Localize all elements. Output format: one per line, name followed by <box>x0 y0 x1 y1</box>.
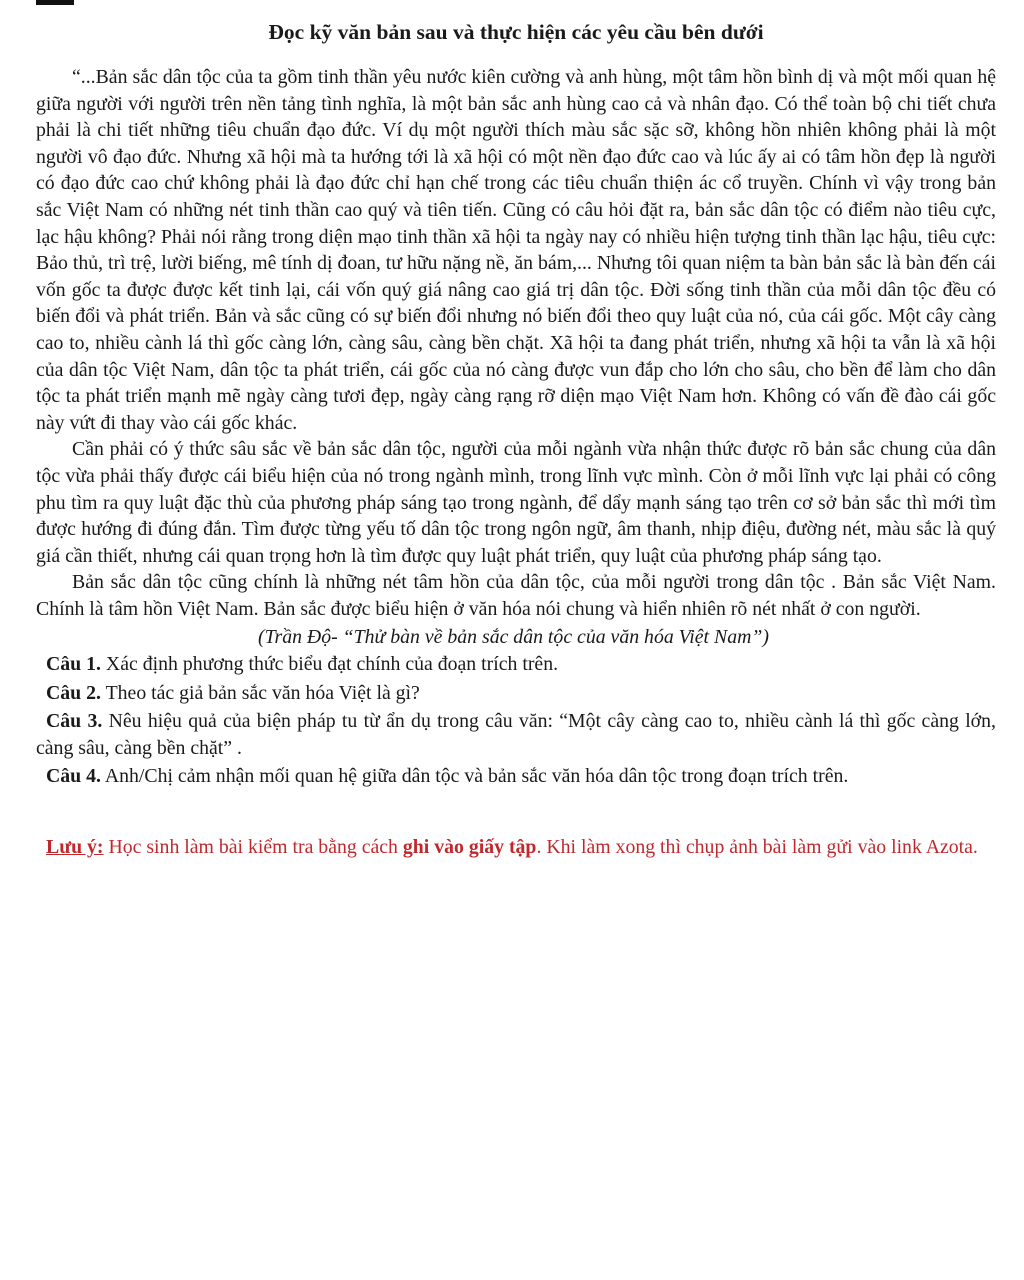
question-item <box>36 680 996 707</box>
note-emphasis: ghi vào giấy tập <box>402 836 537 859</box>
question-item <box>36 651 996 678</box>
question-item <box>36 763 996 790</box>
passage-paragraph-2: Cần phải có ý thức sâu sắc về bản sắc dân tộc, người của mỗi ngành vừa nhận thức được rõ bản sắc chung của dân tộc vừa phải thấy được cái biểu hiện của nó trong ngành mình, trong lĩnh vực mình. Còn ở mỗi lĩnh vực lại phải có công phu tìm ra quy luật đặc thù của phương pháp sáng tạo trong ngành, để dẩy mạnh sáng tạo trên cơ sở bản sắc thì mới tìm được hướng đi đúng đắn. Tìm được từng yếu tố dân tộc trong ngôn ngữ, âm thanh, nhịp điệu, đường nét, màu sắc là quý giá cần thiết, nhưng cái quan trọng hơn là tìm được quy luật phát triển, quy luật của phương pháp sáng tạo. <box>36 438 996 567</box>
note-label: Lưu ý: <box>46 836 104 859</box>
question-list <box>36 651 996 790</box>
submission-note <box>36 834 996 861</box>
azota-link[interactable]: Azota. <box>925 836 978 859</box>
passage-citation: (Trần Độ- “Thử bàn về bản sắc dân tộc của văn hóa Việt Nam”) <box>258 626 769 649</box>
question-text: Theo tác giả bản sắc văn hóa Việt là gì? <box>105 681 420 704</box>
question-text: Anh/Chị cảm nhận mối quan hệ giữa dân tộc và bản sắc văn hóa dân tộc trong đoạn trích trên. <box>104 765 849 788</box>
note-text-after: . Khi làm xong thì chụp ảnh bài làm gửi vào link <box>536 836 922 859</box>
question-label: Câu 1. <box>46 653 101 676</box>
note-text-before: Học sinh làm bài kiểm tra bằng cách <box>108 836 398 859</box>
question-label: Câu 4. <box>46 765 101 788</box>
question-label: Câu 2. <box>46 681 101 704</box>
question-label: Câu 3. <box>46 710 103 733</box>
question-text: Nêu hiệu quả của biện pháp tu từ ẩn dụ trong câu văn: “Một cây càng cao to, nhiều cành lá thì gốc càng lớn, càng sâu, càng bền chặt” . <box>36 710 996 759</box>
passage-paragraph-3: Bản sắc dân tộc cũng chính là những nét tâm hồn của dân tộc, của mỗi người trong dân tộc . Bản sắc Việt Nam. Chính là tâm hồn Việt Nam. Bản sắc được biểu hiện ở văn hóa nói chung và hiển nhiên rõ nét nhất ở con người. <box>36 571 996 620</box>
top-corner-mark <box>36 0 74 5</box>
passage <box>36 64 996 651</box>
question-item <box>36 708 996 761</box>
question-text: Xác định phương thức biểu đạt chính của đoạn trích trên. <box>105 653 559 676</box>
worksheet-page <box>36 14 996 881</box>
passage-paragraph-1: “...Bản sắc dân tộc của ta gồm tinh thần yêu nước kiên cường và anh hùng, một tâm hồn bình dị và một mối quan hệ giữa người với người trên nền tảng tình nghĩa, là một bản sắc anh hùng cao cả và nhân đạo. Có thể toàn bộ chi tiết chưa phải là chi tiết những tiêu chuẩn đạo đức. Ví dụ một người thích màu sắc sặc sỡ, không hồn nhiên không phải là một người vô đạo đức. Nhưng xã hội mà ta hướng tới là xã hội có một nền đạo đức cao và lúc ấy ai có tâm hồn đẹp là người có đạo đức cao chứ không phải là đạo đức chỉ hạn chế trong các tiêu chuẩn thiện ác cổ truyền. Chính vì vậy trong bản sắc Việt Nam có những nét tinh thần cao quý và tiên tiến. Cũng có câu hỏi đặt ra, bản sắc dân tộc có điểm nào tiêu cực, lạc hậu không? Phải nói rằng trong diện mạo tinh thần xã hội ta ngày nay có nhiều hiện tượng tinh thần lạc hậu, tiêu cực: Bảo thủ, trì trệ, lười biếng, mê tính dị đoan, tư hữu nặng nề, ăn bám,... Nhưng tôi quan niệm ta bàn bản sắc là bàn đến cái vốn gốc ta được được kết tinh lại, cái vốn quý giá nâng cao giá trị dân tộc. Đời sống tinh thần của mỗi dân tộc đều có biến đổi và phát triển. Bản và sắc cũng có sự biến đổi nhưng nó biến đổi theo quy luật của nó, của cái gốc. Một cây càng cao to, nhiều cành lá thì gốc càng lớn, càng sâu, càng bền chặt. Xã hội ta đang phát triển, nhưng xã hội ta vẫn là xã hội của dân tộc Việt Nam, dân tộc ta phát triển, cái gốc của nó càng được vun đắp cho lớn cho sâu, cho bền để làm cho dân tộc ta phát triển mạnh mẽ ngày càng tươi đẹp, ngày càng rạng rỡ diện mạo Việt Nam hơn. Không có vấn đề đào cái gốc này vứt đi thay vào cái gốc khác. <box>36 66 996 434</box>
page-title: Đọc kỹ văn bản sau và thực hiện các yêu cầu bên dưới <box>268 20 764 44</box>
